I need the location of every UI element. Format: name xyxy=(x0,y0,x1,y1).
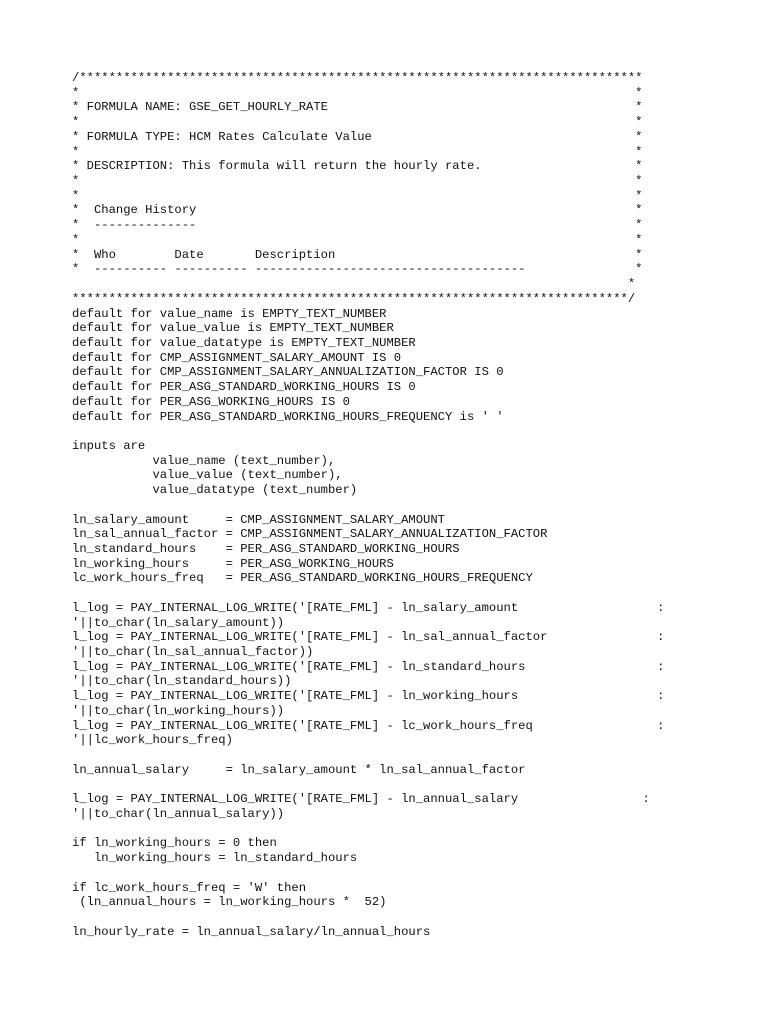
code-line: (ln_annual_hours = ln_working_hours * 52) xyxy=(72,895,387,910)
code-line xyxy=(72,822,752,837)
code-line: * * xyxy=(72,85,643,100)
code-line xyxy=(72,748,752,763)
code-line xyxy=(72,910,752,925)
code-line: ln_sal_annual_factor = CMP_ASSIGNMENT_SALARY_ANNUALIZATION_FACTOR xyxy=(72,527,548,542)
code-line: * * xyxy=(72,232,643,247)
code-line: '||to_char(ln_working_hours)) xyxy=(72,703,285,718)
code-line: * * xyxy=(72,144,643,159)
code-line: inputs are xyxy=(72,438,146,453)
code-line: l_log = PAY_INTERNAL_LOG_WRITE('[RATE_FML] - ln_standard_hours : xyxy=(72,659,665,674)
code-line: ****************************************************************************/ xyxy=(72,291,636,306)
code-line: default for value_name is EMPTY_TEXT_NUMBER xyxy=(72,306,387,321)
code-line xyxy=(72,778,752,793)
code-line: ln_hourly_rate = ln_annual_salary/ln_annual_hours xyxy=(72,924,431,939)
code-line: * Change History * xyxy=(72,203,643,218)
code-line: l_log = PAY_INTERNAL_LOG_WRITE('[RATE_FML] - ln_working_hours : xyxy=(72,689,665,704)
code-line: value_datatype (text_number) xyxy=(72,483,358,498)
code-line: ln_salary_amount = CMP_ASSIGNMENT_SALARY_AMOUNT xyxy=(72,512,445,527)
code-line: * * xyxy=(72,174,643,189)
code-line: * * xyxy=(72,188,643,203)
code-line: value_name (text_number), xyxy=(72,453,336,468)
code-line: * xyxy=(72,277,636,292)
code-line xyxy=(72,866,752,881)
code-line: default for value_value is EMPTY_TEXT_NUMBER xyxy=(72,321,394,336)
code-line: * FORMULA TYPE: HCM Rates Calculate Value * xyxy=(72,129,643,144)
code-line: * -------------- * xyxy=(72,218,643,233)
code-line: '||to_char(ln_standard_hours)) xyxy=(72,674,292,689)
code-line: ln_standard_hours = PER_ASG_STANDARD_WORKING_HOURS xyxy=(72,542,460,556)
formula-document xyxy=(72,71,752,939)
code-line: l_log = PAY_INTERNAL_LOG_WRITE('[RATE_FML] - ln_sal_annual_factor : xyxy=(72,630,665,645)
code-line: l_log = PAY_INTERNAL_LOG_WRITE('[RATE_FML] - ln_salary_amount : xyxy=(72,600,665,615)
code-line: ln_working_hours = ln_standard_hours xyxy=(72,851,358,866)
code-line: l_log = PAY_INTERNAL_LOG_WRITE('[RATE_FML] - lc_work_hours_freq : xyxy=(72,718,665,733)
code-line: /***************************************************************************** xyxy=(72,71,643,85)
code-line: '||to_char(ln_sal_annual_factor)) xyxy=(72,645,314,660)
code-line: * * xyxy=(72,115,643,130)
code-line: if lc_work_hours_freq = 'W' then xyxy=(72,880,307,895)
code-line: '||to_char(ln_salary_amount)) xyxy=(72,615,285,630)
code-line xyxy=(72,586,752,601)
code-line: default for PER_ASG_STANDARD_WORKING_HOURS IS 0 xyxy=(72,380,416,395)
code-line: ln_working_hours = PER_ASG_WORKING_HOURS xyxy=(72,556,394,571)
code-line: value_value (text_number), xyxy=(72,468,343,483)
code-line: * FORMULA NAME: GSE_GET_HOURLY_RATE * xyxy=(72,100,643,115)
code-line: default for CMP_ASSIGNMENT_SALARY_AMOUNT IS 0 xyxy=(72,350,402,365)
code-line: lc_work_hours_freq = PER_ASG_STANDARD_WORKING_HOURS_FREQUENCY xyxy=(72,571,533,586)
code-line xyxy=(72,424,752,439)
code-line xyxy=(72,498,752,513)
code-line: if ln_working_hours = 0 then xyxy=(72,836,277,851)
code-line: * Who Date Description * xyxy=(72,247,643,262)
code-line: l_log = PAY_INTERNAL_LOG_WRITE('[RATE_FML] - ln_annual_salary : xyxy=(72,792,650,807)
code-line: default for value_datatype is EMPTY_TEXT_NUMBER xyxy=(72,335,416,350)
code-line: * ---------- ---------- ------------------------------------- * xyxy=(72,262,643,277)
code-line: default for CMP_ASSIGNMENT_SALARY_ANNUALIZATION_FACTOR IS 0 xyxy=(72,365,504,380)
code-line: '||lc_work_hours_freq) xyxy=(72,733,233,748)
code-line: * DESCRIPTION: This formula will return the hourly rate. * xyxy=(72,159,643,174)
code-line: ln_annual_salary = ln_salary_amount * ln_sal_annual_factor xyxy=(72,762,526,777)
code-line: default for PER_ASG_WORKING_HOURS IS 0 xyxy=(72,394,350,409)
code-line: default for PER_ASG_STANDARD_WORKING_HOURS_FREQUENCY is ' ' xyxy=(72,409,504,424)
code-line: '||to_char(ln_annual_salary)) xyxy=(72,806,285,821)
